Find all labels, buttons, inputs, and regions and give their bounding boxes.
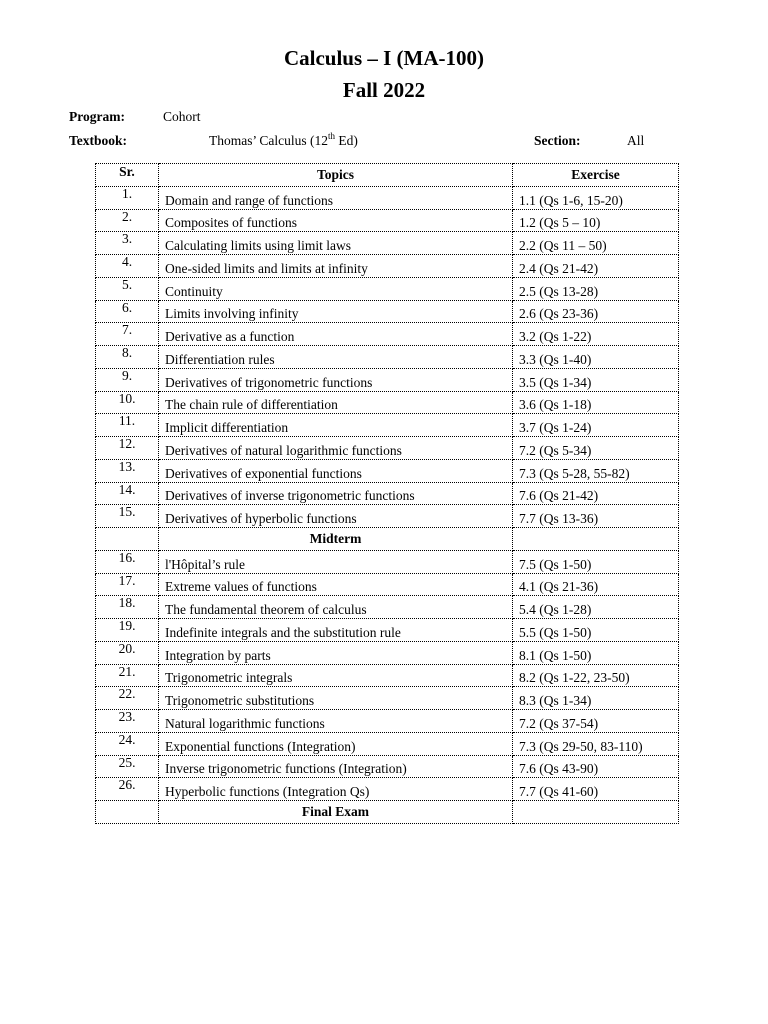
row-topic: Derivatives of inverse trigonometric functions (159, 482, 513, 505)
section-value: All (627, 133, 645, 148)
table-row (96, 732, 679, 755)
row-sr-number: 6. (96, 300, 159, 323)
row-topic: The fundamental theorem of calculus (159, 596, 513, 619)
row-sr-number: 1. (96, 186, 159, 209)
table-row (96, 778, 679, 801)
table-row (96, 368, 679, 391)
row-topic: Derivatives of hyperbolic functions (159, 505, 513, 528)
row-sr-number: 18. (96, 596, 159, 619)
program-value: Cohort (163, 109, 201, 124)
row-exercise: 7.2 (Qs 5-34) (513, 437, 679, 460)
row-exercise: 7.7 (Qs 41-60) (513, 778, 679, 801)
table-row (96, 186, 679, 209)
row-topic: Derivative as a function (159, 323, 513, 346)
table-row (96, 346, 679, 369)
row-exercise: 8.3 (Qs 1-34) (513, 687, 679, 710)
table-row (96, 300, 679, 323)
table-row (96, 414, 679, 437)
table-row (96, 482, 679, 505)
row-sr-number: 26. (96, 778, 159, 801)
textbook-edition-superscript: th (327, 130, 335, 141)
table-row (96, 437, 679, 460)
table-row (96, 596, 679, 619)
textbook-value-end: Ed) (335, 133, 358, 148)
course-schedule-table (95, 163, 679, 824)
row-sr-number: 16. (96, 550, 159, 573)
row-topic: Extreme values of functions (159, 573, 513, 596)
table-row (96, 505, 679, 528)
milestone-row (96, 528, 679, 551)
row-exercise: 7.3 (Qs 29-50, 83-110) (513, 732, 679, 755)
section-label: Section: (534, 133, 581, 148)
textbook-label: Textbook: (69, 133, 128, 148)
row-exercise: 3.2 (Qs 1-22) (513, 323, 679, 346)
row-topic: Inverse trigonometric functions (Integration) (159, 755, 513, 778)
row-topic: Limits involving infinity (159, 300, 513, 323)
row-exercise: 8.2 (Qs 1-22, 23-50) (513, 664, 679, 687)
table-row (96, 391, 679, 414)
row-sr-number: 23. (96, 710, 159, 733)
row-topic: Derivatives of trigonometric functions (159, 368, 513, 391)
row-sr-number: 11. (96, 414, 159, 437)
row-exercise: 2.2 (Qs 11 – 50) (513, 232, 679, 255)
row-exercise: 4.1 (Qs 21-36) (513, 573, 679, 596)
row-sr-number: 3. (96, 232, 159, 255)
row-topic: Trigonometric integrals (159, 664, 513, 687)
row-exercise: 5.4 (Qs 1-28) (513, 596, 679, 619)
row-exercise: 5.5 (Qs 1-50) (513, 619, 679, 642)
row-sr-number: 12. (96, 437, 159, 460)
table-row (96, 664, 679, 687)
row-exercise: 3.3 (Qs 1-40) (513, 346, 679, 369)
column-header-exercise: Exercise (513, 164, 679, 187)
row-topic: Natural logarithmic functions (159, 710, 513, 733)
row-exercise: 2.5 (Qs 13-28) (513, 277, 679, 300)
row-exercise: 3.7 (Qs 1-24) (513, 414, 679, 437)
row-sr-number: 4. (96, 255, 159, 278)
table-row (96, 323, 679, 346)
row-topic: Hyperbolic functions (Integration Qs) (159, 778, 513, 801)
row-exercise: 7.6 (Qs 21-42) (513, 482, 679, 505)
row-sr-number: 22. (96, 687, 159, 710)
row-exercise: 8.1 (Qs 1-50) (513, 641, 679, 664)
column-header-sr: Sr. (96, 164, 159, 187)
row-sr-number: 2. (96, 209, 159, 232)
textbook-value-main: Thomas’ Calculus (12 (209, 133, 328, 148)
row-sr-number: 13. (96, 459, 159, 482)
row-exercise: 7.5 (Qs 1-50) (513, 550, 679, 573)
milestone-label: Final Exam (159, 801, 513, 824)
row-sr-number: 24. (96, 732, 159, 755)
program-label: Program: (69, 109, 125, 124)
table-row (96, 550, 679, 573)
table-body (96, 186, 679, 823)
row-topic: l'Hôpital’s rule (159, 550, 513, 573)
row-topic: Indefinite integrals and the substitution rule (159, 619, 513, 642)
table-row (96, 209, 679, 232)
row-topic: Implicit differentiation (159, 414, 513, 437)
table-row (96, 710, 679, 733)
row-topic: Differentiation rules (159, 346, 513, 369)
row-sr-number: 8. (96, 346, 159, 369)
table-row (96, 573, 679, 596)
milestone-label: Midterm (159, 528, 513, 551)
row-sr-number: 17. (96, 573, 159, 596)
row-topic: Domain and range of functions (159, 186, 513, 209)
row-topic: Calculating limits using limit laws (159, 232, 513, 255)
milestone-empty-cell (96, 528, 159, 551)
row-topic: Derivatives of exponential functions (159, 459, 513, 482)
row-sr-number: 15. (96, 505, 159, 528)
milestone-row (96, 801, 679, 824)
term-title: Fall 2022 (342, 78, 426, 102)
row-topic: Integration by parts (159, 641, 513, 664)
milestone-empty-cell (513, 801, 679, 824)
row-sr-number: 5. (96, 277, 159, 300)
table-header-row (96, 164, 679, 187)
row-exercise: 3.6 (Qs 1-18) (513, 391, 679, 414)
row-exercise: 2.6 (Qs 23-36) (513, 300, 679, 323)
row-topic: Exponential functions (Integration) (159, 732, 513, 755)
row-topic: Continuity (159, 277, 513, 300)
table-row (96, 641, 679, 664)
row-topic: The chain rule of differentiation (159, 391, 513, 414)
table-row (96, 755, 679, 778)
row-exercise: 7.2 (Qs 37-54) (513, 710, 679, 733)
row-sr-number: 19. (96, 619, 159, 642)
milestone-empty-cell (96, 801, 159, 824)
row-exercise: 7.7 (Qs 13-36) (513, 505, 679, 528)
table-row (96, 255, 679, 278)
table-row (96, 232, 679, 255)
row-exercise: 7.6 (Qs 43-90) (513, 755, 679, 778)
row-sr-number: 21. (96, 664, 159, 687)
table-row (96, 619, 679, 642)
course-title: Calculus – I (MA-100) (283, 46, 485, 70)
row-topic: One-sided limits and limits at infinity (159, 255, 513, 278)
table-row (96, 459, 679, 482)
row-topic: Trigonometric substitutions (159, 687, 513, 710)
row-sr-number: 7. (96, 323, 159, 346)
row-exercise: 7.3 (Qs 5-28, 55-82) (513, 459, 679, 482)
table-row (96, 277, 679, 300)
row-sr-number: 9. (96, 368, 159, 391)
milestone-empty-cell (513, 528, 679, 551)
row-exercise: 3.5 (Qs 1-34) (513, 368, 679, 391)
row-sr-number: 10. (96, 391, 159, 414)
row-sr-number: 14. (96, 482, 159, 505)
row-exercise: 1.1 (Qs 1-6, 15-20) (513, 186, 679, 209)
row-topic: Composites of functions (159, 209, 513, 232)
row-exercise: 1.2 (Qs 5 – 10) (513, 209, 679, 232)
row-sr-number: 20. (96, 641, 159, 664)
table-row (96, 687, 679, 710)
row-topic: Derivatives of natural logarithmic functions (159, 437, 513, 460)
row-sr-number: 25. (96, 755, 159, 778)
textbook-value (209, 130, 358, 149)
row-exercise: 2.4 (Qs 21-42) (513, 255, 679, 278)
column-header-topics: Topics (159, 164, 513, 187)
